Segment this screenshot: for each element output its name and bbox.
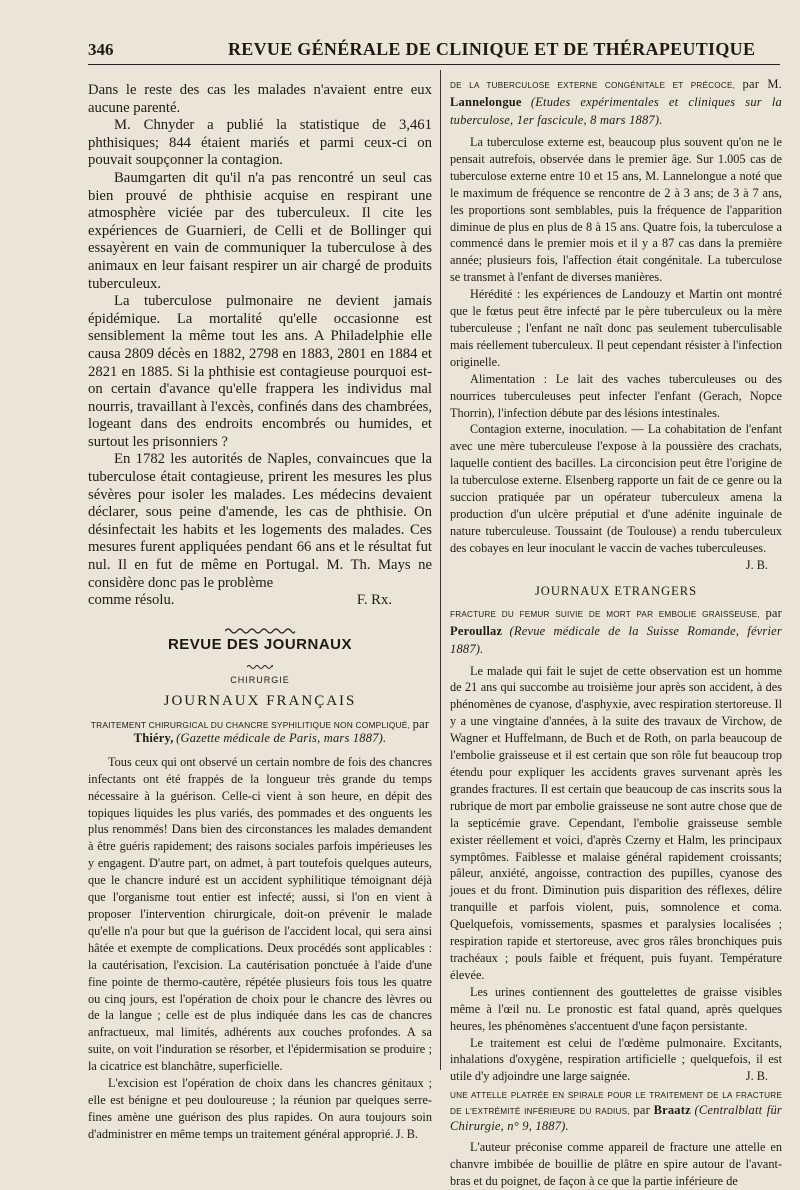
article-source: (Revue médicale de la Suisse Romande, février 1887). [450, 623, 782, 656]
article-heading [450, 1089, 782, 1135]
paragraph: En 1782 les autorités de Naples, convaincues que la tuberculose était contagieuse, prirent les mesures les plus sévères pour isoler les malades. Les médecins devaient déclarer, sous peine d'amende, les cas de phthisie. On désinfectait les habits et les logements des malades. Ces mesures furent appliquées pendant 66 ans et le résultat fut nul. Il en fut de même en Portugal. M. Th. Mays ne considère donc pas le problème [88, 451, 432, 591]
paragraph: La tuberculose externe est, beaucoup plus souvent qu'on ne le pensait autrefois, observée dans le premier âge. Sur 1.005 cas de tuberculose externe entre 10 et 15 ans, M. Lannelongue a noté que le maximum de fréquence se rencontre de 2 à 3 ans; de 3 à 7 ans, les proportions sont semblables, puis la fréquence de l'apparition diminue de plus en plus de 8 à 15 ans. Quatre fois, la tuberculose a commencé dans le premier mois et il y a 87 cas dans la première année; plusieurs fois, l'affection était congénitale. La tuberculose se transmet à l'enfant de diverses manières. [450, 135, 782, 285]
paragraph: L'excision est l'opération de choix dans les chancres génitaux ; elle est bénigne et peu douloureuse ; la réunion par quelques serre-fines amène une guérison des plus rapides. On aura toujours soin d'administrer en même temps un traitement général approprié. [88, 1076, 432, 1141]
running-header [88, 36, 778, 60]
header-rule [88, 64, 780, 65]
byline: par [633, 1103, 650, 1118]
article-title: DE LA TUBERCULOSE EXTERNE CONGÉNITALE ET PRÉCOCE, [450, 81, 736, 90]
article-source: (Centralblatt für Chirurgie, n° 9, 1887). [450, 1103, 782, 1134]
closing-text: comme résolu. [88, 592, 175, 609]
wavy-ornament [88, 620, 432, 630]
paragraph: Contagion externe, inoculation. — La cohabitation de l'enfant avec une mère tuberculeuse l'expose à la poussière des crachats, laquelle contient des bacilles. La circoncision peut être l'origine de la tuberculose externe. Elsenberg rapporte un fait de ce genre ou la succion pratiquée par un opérateur tuberculeux amena la production d'un ulcère préputial et d'une adénite inguinale de nature tuberculeuse. Toussaint (de Toulouse) a rendu tuberculeux des cobayes en leur inoculant le vaccin de vaches tuberculeuses. [450, 422, 782, 555]
article-title: UNE ATTELLE PLATRÉE EN SPIRALE POUR LE TRAITEMENT DE LA FRACTURE DE L'EXTRÉMITÉ INFÉRIEURE DU RADIUS, [450, 1091, 782, 1117]
paragraph: Les urines contiennent des gouttelettes de graisse visibles même à l'œil nu. Le pronostic est fatal quand, après quelques heures, les phénomènes s'accentuent d'une façon persistante. [450, 984, 782, 1033]
subsection-title: JOURNAUX ETRANGERS [534, 583, 698, 598]
article-body [88, 754, 432, 1143]
article-author: Lannelongue [450, 95, 522, 109]
paragraph: Baumgarten dit qu'il n'a pas rencontré un seul cas bien prouvé de phthisie acquise en respirant une atmosphère viciée par des tuberculeux. Il cite les expériences de Guarnieri, de Celli et de Bollinger qui essayèrent en vain de communiquer la tuberculose à des animaux en leur faisant respirer un air chargé de produits tuberculeux. [88, 169, 432, 292]
paragraph: Tous ceux qui ont observé un certain nombre de fois des chancres infectants ont été frappés de la longueur très grande du temps nécessaire à la guérison. Celle-ci vient à son heure, en dépit des topiques liquides les plus variés, des pommades et des onguents les plus renommés! Dans bien des circonstances les malades demandent à être guéris rapidement; des raisons sociales parfois impérieuses les y engagent. D'autre part, on admet, à part toutefois quelques auteurs, que le chancre induré est un accident syphilitique témoignant déjà que l'organisme tout entier est infecté; aussi, si l'on en vient à proposer l'intervention chirurgicale, doit-on prévenir le malade qu'elle n'a pour but que la guérison de l'accident local, qui sera ainsi hâtée et exempte de complications. Deux procédés sont applicables : la cautérisation, l'excision. La cautérisation ponctuée à l'aide d'une fine pointe de thermo-cautère, répétée plusieurs fois tous les quatre ou cinq jours, est l'opération de choix pour le chancre des lèvres ou de la langue ; celle est de plus indiquée dans les cas de chancres anfractueux, mal limités, adhérents aux couches profondes. A sa suite, on voit l'induration se résorber, et l'épidermisation se produire ; la cicatrice est blanchâtre, superficielle. [88, 754, 432, 1074]
paragraph: Le malade qui fait le sujet de cette observation est un homme de 21 ans qui succombe au troisième jour après son accident, à des phénomènes de cyanose, d'asphyxie, avec respiration stertoreuse. Il y a une vingtaine d'années, à la suite des travaux de Virchow, de Wagner et Huffelmann, de Buch et de Roth, on parla beaucoup de l'embolie graisseuse et il est certain que son rôle fut beaucoup trop étendu pour expliquer les accidents graves survenant après les grandes fractures. Il est certain que beaucoup de cas inscrits sous la rubrique de mort par embolie graisseuse ne sont autre chose que de la septicémie grave. Cependant, l'embolie graisseuse semble exister réellement et voici, d'après Czerny et Halm, les principaux symptômes. Faiblesse et malaise général rapidement croissants; pâleur, anxiété, angoisse, contraction des pupilles, cyanose des joues et du front. Diminution puis disparition des réflexes, délire tranquille et parfois violent, puis, somnolence et coma. Quelquefois, vomissements, spasmes et paralysies localisées ; respiration rapide et stertoreuse, avec gros râles bronchiques puis trachéaux ; pouls faible et fréquent, puis fuyant. Température élevée. [450, 663, 782, 982]
article-title: FRACTURE DU FEMUR SUIVIE DE MORT PAR EMBOLIE GRAISSEUSE, [450, 609, 760, 619]
paragraph: Hérédité : les expériences de Landouzy et Martin ont montré que le fœtus peut être infecté par le père tuberculeux ou la mère tuberculeuse ; l'enfant ne naît donc pas seulement tuberculisable mais réellement tuberculeux. Il peut cependant résister à l'infection originelle. [450, 287, 782, 369]
byline: par M. [742, 77, 782, 91]
article-body [450, 663, 782, 1086]
column-divider [440, 70, 441, 1070]
left-column [88, 82, 432, 1143]
paragraph: Le traitement est celui de l'œdème pulmonaire. Excitants, inhalations d'oxygène, respiration artificielle ; quelquefois, il est utile d'y adjoindre une large saignée. [450, 1035, 782, 1084]
byline: par [412, 716, 430, 731]
byline: par [765, 605, 782, 620]
paragraph: Dans le reste des cas les malades n'avaient entre eux aucune parenté. [88, 82, 432, 116]
paragraph: La tuberculose pulmonaire ne devient jamais épidémique. La mortalité qu'elle occasionne est sensiblement la même tout les ans. A Philadelphie elle causa 2809 décès en 1882, 2798 en 1883, 2801 en 1884 et 2821 en 1885. Si la phthisie est contagieuse pourquoi est-on certain d'avance qu'elle frappera les individus mal nourris, travaillant à l'excès, confinés dans des chambrées, logeant dans des endroits encombrés ou humides, et surtout les prisonniers ? [88, 293, 432, 450]
section-label: CHIRURGIE [230, 674, 290, 685]
article-title: TRAITEMENT CHIRURGICAL DU CHANCRE SYPHILITIQUE NON COMPLIQUÉ, [90, 719, 411, 730]
paragraph: M. Chnyder a publié la statistique de 3,461 phthisiques; 844 étaient mariés et parmi ceux-ci on pouvait soupçonner la contagion. [88, 117, 432, 169]
article-body [450, 134, 782, 574]
signature: J. B. [745, 557, 768, 572]
paragraph: Alimentation : Le lait des vaches tuberculeuses ou des nourrices tuberculeuses peut infecter l'enfant (Gerach, Nopce Thorrin), l'infection débute par des lésions intestinales. [450, 371, 782, 420]
article-author: Peroullaz [450, 623, 503, 638]
page-number: 346 [88, 40, 114, 59]
article-author: Thiéry, [133, 730, 174, 745]
closing-line [88, 592, 432, 610]
left-body-text [88, 82, 432, 610]
article-body [450, 1139, 782, 1190]
article-source: (Etudes expérimentales et cliniques sur la tuberculose, 1er fascicule, 8 mars 1887). [450, 95, 782, 127]
article-source: (Gazette médicale de Paris, mars 1887). [176, 730, 387, 745]
subsection-title: JOURNAUX FRANÇAIS [163, 692, 357, 709]
signature: J. B. [745, 1069, 768, 1084]
running-title: REVUE GÉNÉRALE DE CLINIQUE ET DE THÉRAPEUTIQUE [228, 39, 756, 59]
small-ornament [88, 655, 432, 663]
article-heading [450, 76, 782, 130]
section-title: REVUE DES JOURNAUX [167, 635, 353, 653]
article-author: Braatz [653, 1103, 691, 1118]
paragraph: L'auteur préconise comme appareil de fracture une attelle en chanvre imbibée de bouillie de plâtre en spire autour de l'avant-bras et du poignet, de façon à ce que la partie inférieure de [450, 1140, 782, 1188]
article-heading [88, 718, 432, 746]
signature: J. B. [395, 1126, 418, 1141]
right-column [450, 76, 782, 1190]
article-heading [450, 605, 782, 659]
signature: F. Rx. [356, 592, 392, 609]
